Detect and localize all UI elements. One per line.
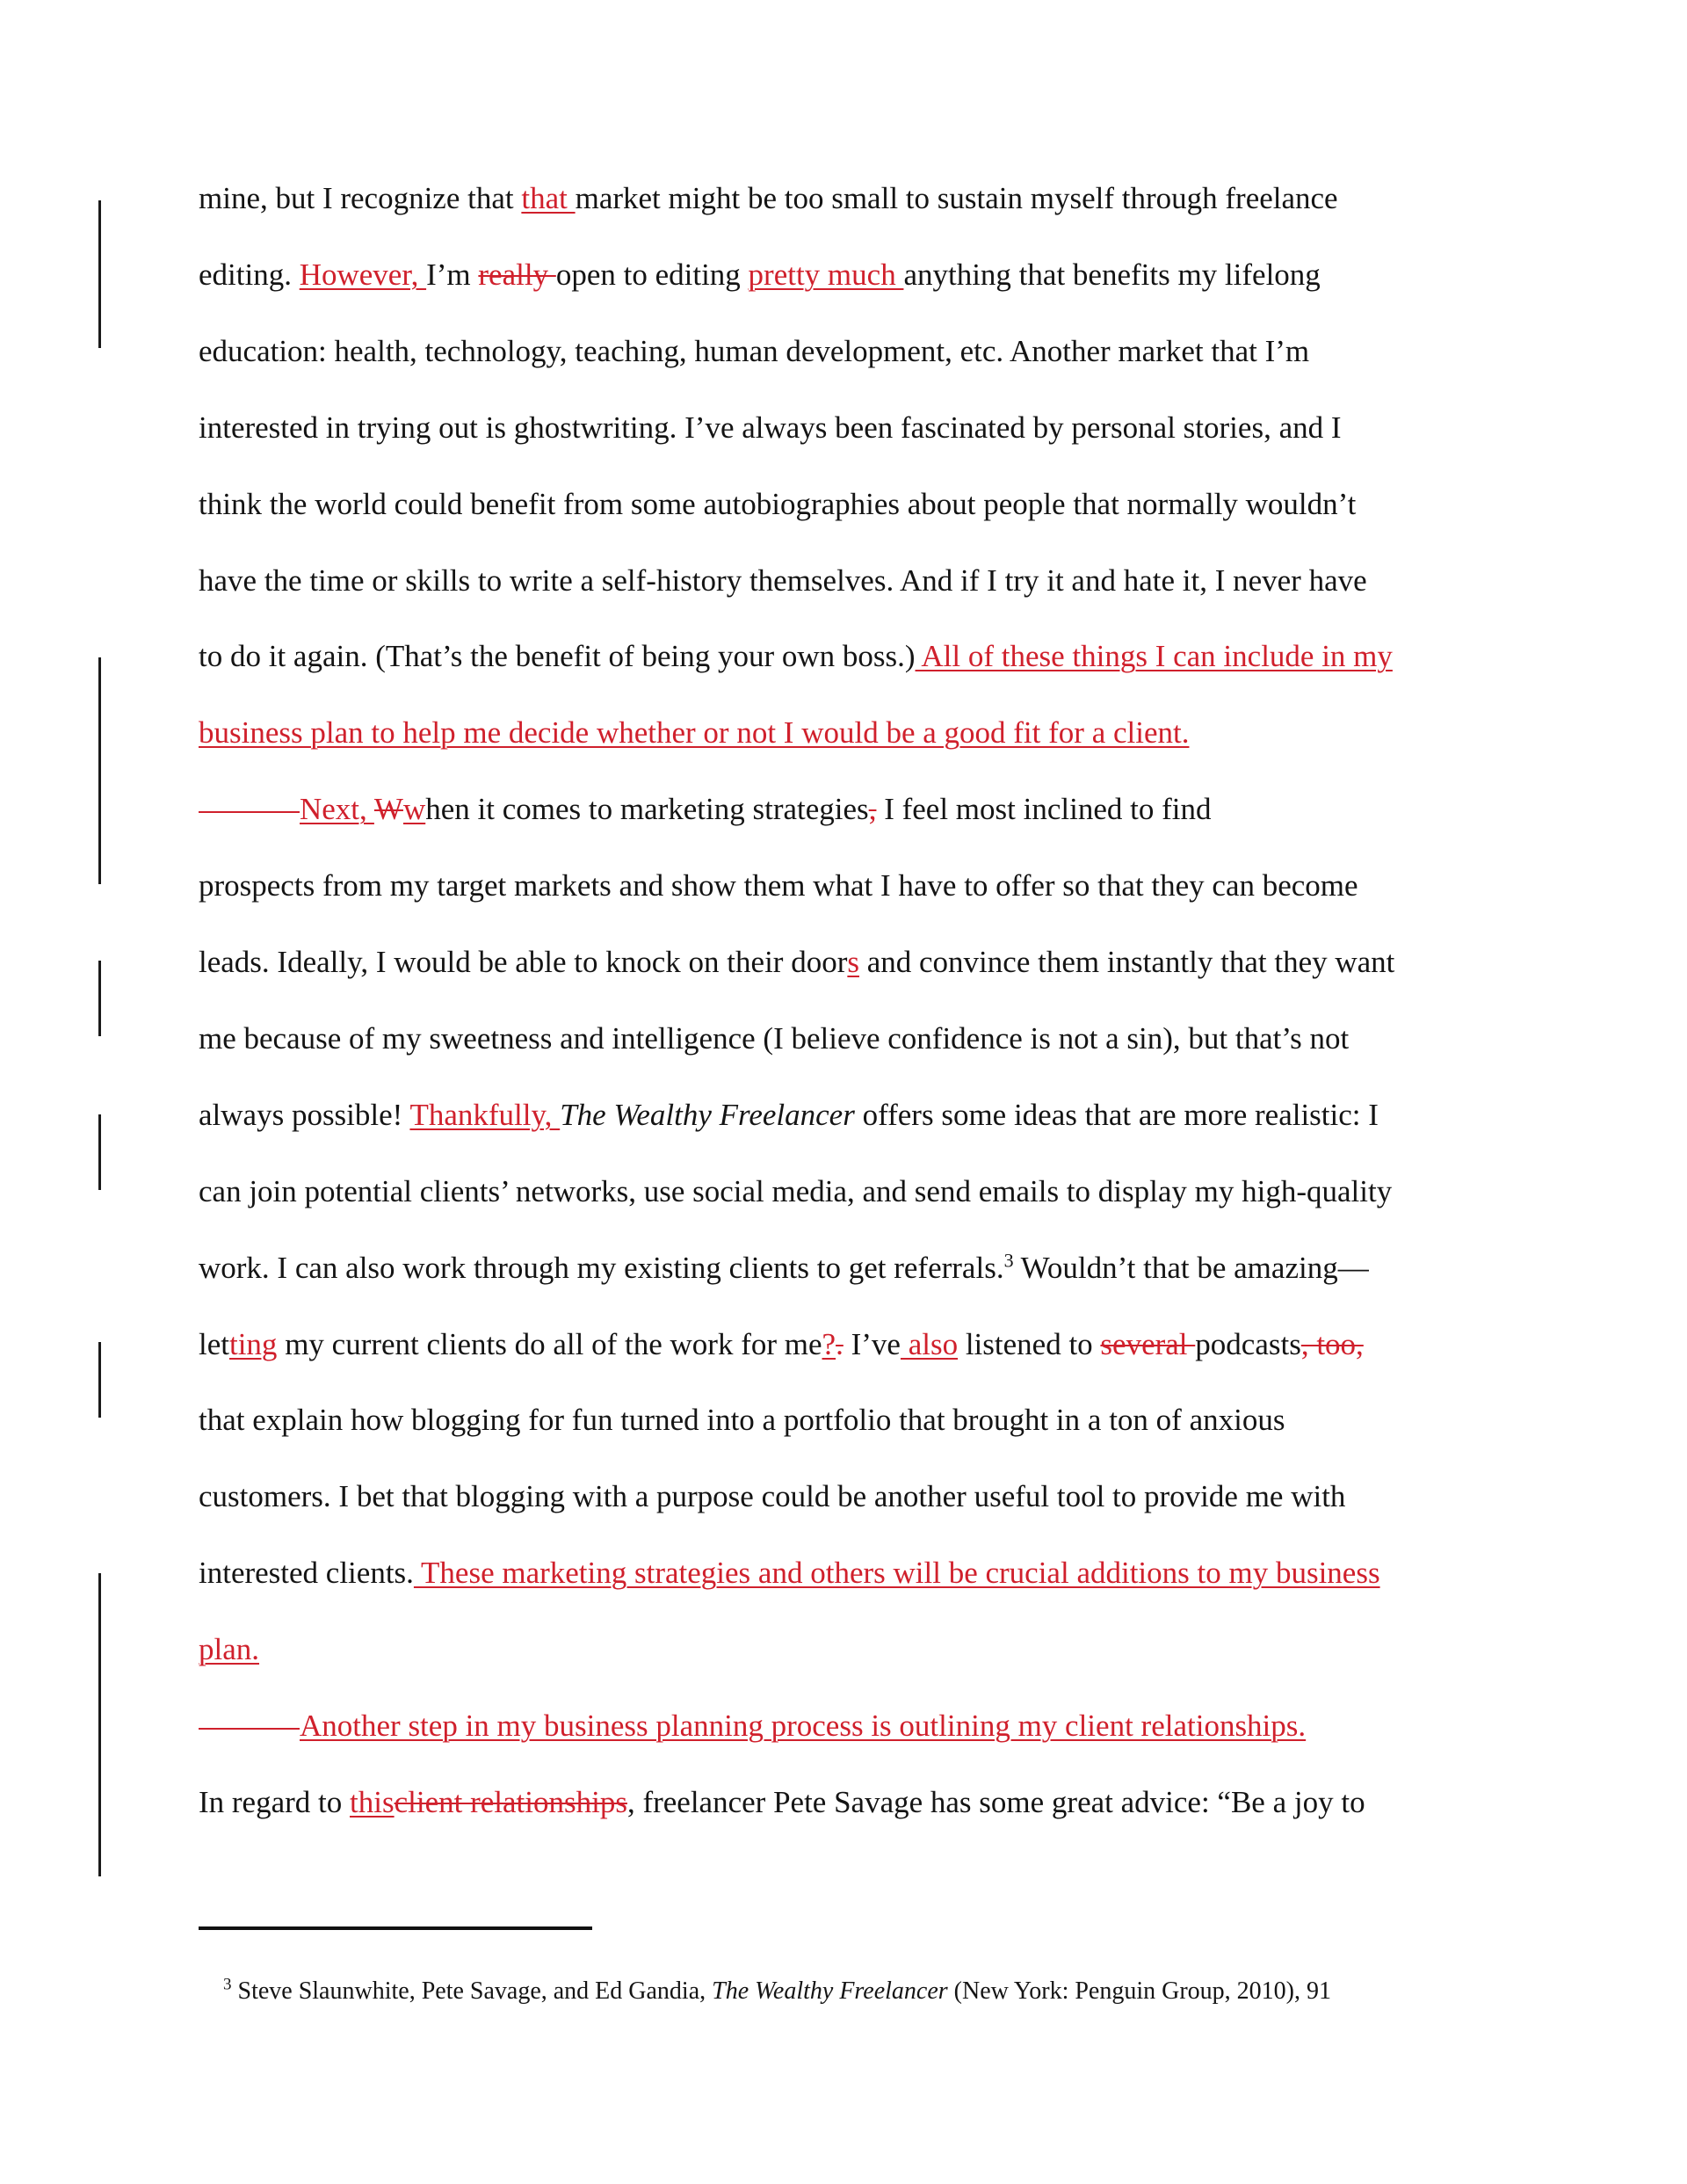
italic-title: The Wealthy Freelancer — [712, 1977, 948, 2005]
text-run: to do it again. (That’s the benefit of being your own boss.) — [199, 639, 916, 674]
text-run: let — [199, 1326, 229, 1361]
inserted-text: w — [402, 792, 426, 827]
inserted-text: this — [350, 1784, 395, 1819]
inserted-text: Another step in my business planning process is outlining my client relationships. — [300, 1709, 1307, 1743]
change-bar — [98, 1342, 101, 1418]
italic-title: The Wealthy Freelancer — [560, 1097, 855, 1132]
text-run: me because of my sweetness and intelligence (I believe confidence is not a sin), but that’s not — [199, 1020, 1350, 1056]
text-line — [199, 1325, 1364, 1364]
text-line — [199, 1783, 1365, 1822]
text-run: interested clients. — [199, 1556, 414, 1591]
text-line — [199, 637, 1393, 676]
text-run: my current clients do all of the work for me — [277, 1326, 822, 1361]
text-run: work. I can also work through my existing clients to get referrals. — [199, 1250, 1004, 1285]
text-run: In regard to — [199, 1784, 351, 1819]
text-run: education: health, technology, teaching, human development, etc. Another market that I’m — [199, 333, 1310, 368]
text-line — [199, 1096, 1379, 1135]
change-bar — [98, 200, 101, 348]
deleted-text: , too, — [1300, 1326, 1364, 1361]
text-run: think the world could benefit from some autobiographies about people that normally wouldn’t — [199, 486, 1357, 521]
change-bar — [98, 1114, 101, 1190]
text-line — [199, 1249, 1369, 1288]
text-run: offers some ideas that are more realistic: I — [854, 1097, 1379, 1132]
inserted-text: These marketing strategies and others will be crucial additions to my business — [413, 1556, 1380, 1591]
text-line — [199, 867, 1358, 905]
text-line — [199, 562, 1367, 600]
footnote-ref: 3 — [1003, 1248, 1014, 1271]
footnote-separator — [199, 1926, 592, 1930]
change-bar — [98, 657, 101, 884]
inserted-text: business plan to help me decide whether or not I would be a good fit for a client. — [199, 715, 1190, 751]
deleted-text: several — [1100, 1326, 1196, 1361]
text-run: that explain how blogging for fun turned into a portfolio that brought in a ton of anxious — [199, 1403, 1285, 1438]
text-line — [199, 1477, 1345, 1516]
text-run: I’m — [426, 257, 479, 292]
text-run: always possible! — [199, 1097, 410, 1132]
deleted-text: . — [836, 1326, 844, 1361]
text-line — [199, 485, 1356, 524]
text-run: editing. — [199, 257, 300, 292]
text-line — [199, 1707, 1306, 1745]
change-bar — [98, 961, 101, 1036]
text-run: open to editing — [555, 257, 749, 292]
inserted-text: However, — [299, 257, 427, 292]
text-line — [199, 256, 1321, 294]
text-line — [199, 790, 1211, 829]
text-run: Wouldn’t that be amazing— — [1013, 1250, 1369, 1285]
inserted-text: ting — [228, 1326, 278, 1361]
text-run: have the time or skills to write a self-history themselves. And if I try it and hate it, I never have — [199, 562, 1367, 598]
text-run: interested in trying out is ghostwriting. I’ve always been fascinated by personal stories, and I — [199, 410, 1342, 445]
text-run: can join potential clients’ networks, use social media, and send emails to display my high-quality — [199, 1173, 1393, 1208]
text-line — [199, 1019, 1349, 1058]
text-line — [199, 332, 1309, 371]
text-run: (New York: Penguin Group, 2010), 91 — [947, 1977, 1331, 2005]
text-run: leads. Ideally, I would be able to knock on their door — [199, 945, 848, 979]
text-run: customers. I bet that blogging with a purpose could be another useful tool to provide me with — [199, 1479, 1346, 1514]
text-run: anything that benefits my lifelong — [903, 257, 1321, 292]
footnote — [199, 1944, 1331, 2039]
text-line — [199, 943, 1394, 982]
text-run: and convince them instantly that they want — [858, 945, 1395, 979]
footnote-number: 3 — [223, 1975, 232, 1994]
text-line — [199, 714, 1189, 752]
text-line — [199, 179, 1338, 218]
inserted-text: s — [847, 945, 859, 979]
deleted-indent — [199, 811, 300, 813]
deleted-text: client relationships — [394, 1784, 627, 1819]
inserted-text: also — [900, 1326, 959, 1361]
text-run: mine, but I recognize that — [199, 181, 522, 215]
inserted-text: pretty much — [748, 257, 904, 292]
text-run: I’ve — [843, 1326, 901, 1361]
inserted-text: Next, — [300, 792, 374, 827]
text-run: listened to — [958, 1326, 1101, 1361]
footnote-text — [232, 1977, 1332, 2005]
deleted-text: , — [868, 792, 877, 827]
deleted-text: W — [373, 792, 403, 827]
inserted-text: Thankfully, — [409, 1097, 561, 1132]
text-run: market might be too small to sustain myself through freelance — [575, 181, 1338, 215]
inserted-text: plan. — [199, 1632, 260, 1667]
change-bar — [98, 1573, 101, 1876]
text-run: , freelancer Pete Savage has some great advice: “Be a joy to — [626, 1784, 1365, 1819]
text-line — [199, 1401, 1285, 1440]
deleted-indent — [199, 1728, 300, 1730]
text-run: hen it comes to marketing strategies — [425, 792, 869, 827]
text-line — [199, 1630, 259, 1669]
text-run: podcasts — [1195, 1326, 1301, 1361]
text-run: Steve Slaunwhite, Pete Savage, and Ed Gandia, — [231, 1977, 713, 2005]
text-line — [199, 1172, 1392, 1211]
inserted-text: that — [521, 181, 576, 215]
deleted-text: really — [478, 257, 556, 292]
inserted-text: All of these things I can include in my — [915, 639, 1393, 674]
text-run: I feel most inclined to find — [876, 792, 1212, 827]
text-line — [199, 409, 1342, 447]
inserted-text: ? — [822, 1326, 836, 1361]
text-run: prospects from my target markets and show them what I have to offer so that they can become — [199, 868, 1358, 903]
text-line — [199, 1554, 1380, 1593]
